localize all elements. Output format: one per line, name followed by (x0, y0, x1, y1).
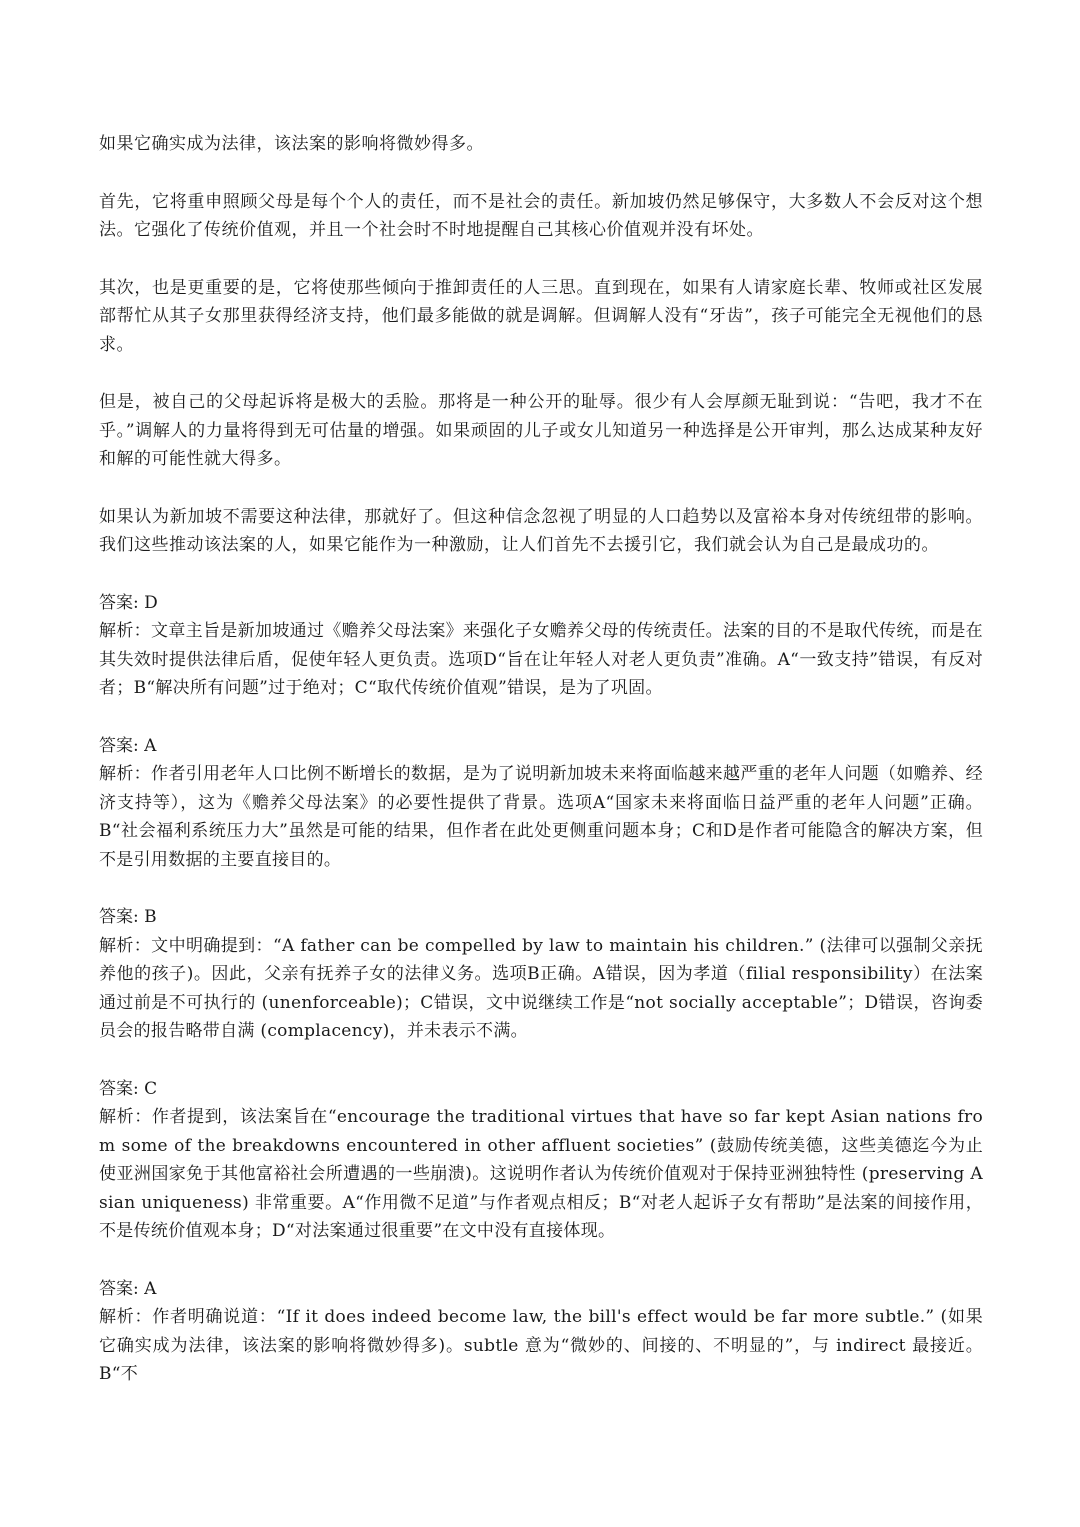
answer-label: 答案: A (99, 735, 157, 756)
answer-block (99, 589, 983, 703)
passage-paragraph: 其次，也是更重要的是，它将使那些倾向于推卸责任的人三思。直到现在，如果有人请家庭长辈、牧师或社区发展部帮忙从其子女那里获得经济支持，他们最多能做的就是调解。但调解人没有“牙齿”，孩子可能完全无视他们的恳求。 (99, 277, 983, 355)
analysis-text: 解析：作者明确说道：“If it does indeed become law, the bill's effect would be far more subtle.” (如果它确实成为法律，该法案的影响将微妙得多)。subtle 意为“微妙的、间接的、不明显的”，与 indirect 最接近。B“不 (99, 1307, 983, 1384)
passage-paragraph: 首先，它将重申照顾父母是每个个人的责任，而不是社会的责任。新加坡仍然足够保守，大多数人不会反对这个想法。它强化了传统价值观，并且一个社会时不时地提醒自己其核心价值观并没有坏处。 (99, 191, 983, 240)
answer-block (99, 1275, 983, 1389)
passage-paragraph: 如果认为新加坡不需要这种法律，那就好了。但这种信念忽视了明显的人口趋势以及富裕本身对传统纽带的影响。我们这些推动该法案的人，如果它能作为一种激励，让人们首先不去援引它，我们就会认为自己是最成功的。 (99, 506, 983, 555)
answer-block (99, 903, 983, 1046)
passage (99, 130, 983, 560)
analysis-text: 解析：作者提到，该法案旨在“encourage the traditional virtues that have so far kept Asian nations from some of the breakdowns encountered in other affluent societies” (鼓励传统美德，这些美德迄今为止使亚洲国家免于其他富裕社会所遭遇的一些崩溃)。这说明作者认为传统价值观对于保持亚洲独特性 (preserving Asian uniqueness) 非常重要。A“作用微不足道”与作者观点相反；B“对老人起诉子女有帮助”是法案的间接作用，不是传统价值观本身；D“对法案通过很重要”在文中没有直接体现。 (99, 1107, 983, 1241)
answer-label: 答案: A (99, 1278, 157, 1299)
analysis-text: 解析：文中明确提到：“A father can be compelled by law to maintain his children.” (法律可以强制父亲抚养他的孩子)。因此，父亲有抚养子女的法律义务。选项B正确。A错误，因为孝道（filial responsibility）在法案通过前是不可执行的 (unenforceable)；C错误，文中说继续工作是“not socially acceptable”；D错误，咨询委员会的报告略带自满 (complacency)，并未表示不满。 (99, 935, 983, 1041)
passage-paragraph: 但是，被自己的父母起诉将是极大的丢脸。那将是一种公开的耻辱。很少有人会厚颜无耻到说：“告吧，我才不在乎。”调解人的力量将得到无可估量的增强。如果顽固的儿子或女儿知道另一种选择是公开审判，那么达成某种友好和解的可能性就大得多。 (99, 392, 983, 469)
answer-label: 答案: C (99, 1078, 158, 1099)
answer-block (99, 1075, 983, 1246)
answer-section (99, 589, 983, 1389)
analysis-text: 解析：文章主旨是新加坡通过《赡养父母法案》来强化子女赡养父母的传统责任。法案的目的不是取代传统，而是在其失效时提供法律后盾，促使年轻人更负责。选项D“旨在让年轻人对老人更负责”准确。A“一致支持”错误，有反对者；B“解决所有问题”过于绝对；C“取代传统价值观”错误，是为了巩固。 (99, 621, 983, 698)
answer-block (99, 732, 983, 875)
document-page (99, 130, 983, 1418)
answer-label: 答案: B (99, 907, 157, 927)
passage-paragraph: 如果它确实成为法律，该法案的影响将微妙得多。 (99, 134, 484, 154)
analysis-text: 解析：作者引用老年人口比例不断增长的数据，是为了说明新加坡未来将面临越来越严重的老年人问题（如赡养、经济支持等），这为《赡养父母法案》的必要性提供了背景。选项A“国家未来将面临日益严重的老年人问题”正确。B“社会福利系统压力大”虽然是可能的结果，但作者在此处更侧重问题本身；C和D是作者可能隐含的解决方案，但不是引用数据的主要直接目的。 (99, 764, 983, 870)
answer-label: 答案: D (99, 592, 158, 613)
